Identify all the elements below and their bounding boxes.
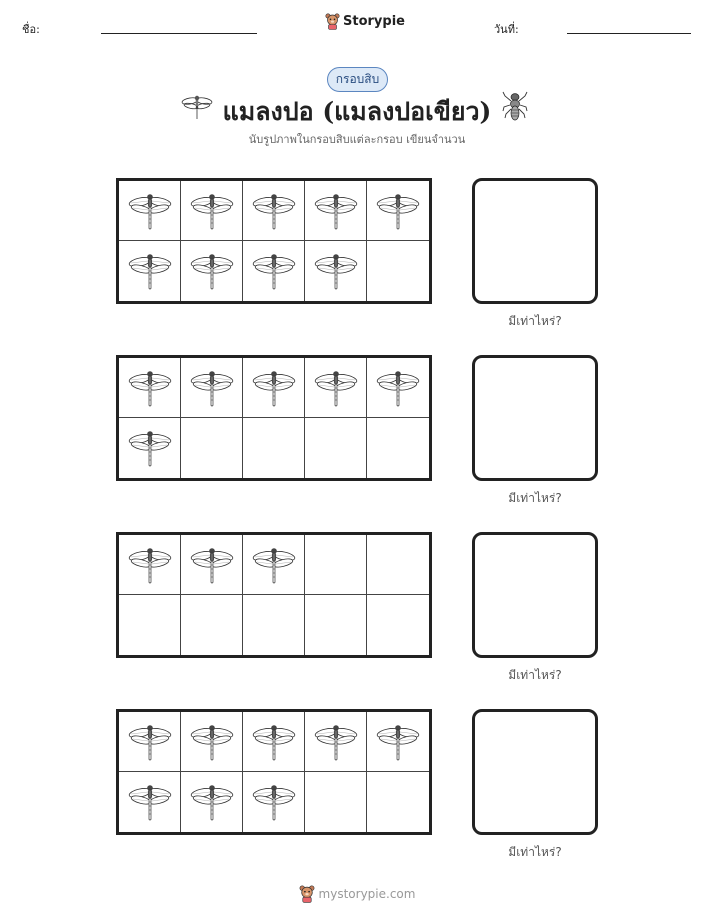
frame-cell xyxy=(305,595,367,655)
frame-cell xyxy=(367,535,429,595)
frame-cell xyxy=(119,358,181,418)
nymph-icon xyxy=(502,90,528,122)
ten-frame-4 xyxy=(116,709,432,835)
answer-box-4[interactable] xyxy=(472,709,598,835)
dragonfly-icon xyxy=(313,722,359,762)
brand-logo xyxy=(325,13,405,30)
page-title: แมลงปอ (แมลงปอเขียว) xyxy=(222,97,492,126)
frame-cell xyxy=(181,772,243,832)
frame-cell xyxy=(181,241,243,301)
answer-box-2[interactable] xyxy=(472,355,598,481)
frame-cell xyxy=(243,595,305,655)
frame-cell xyxy=(181,418,243,478)
frame-cell xyxy=(181,712,243,772)
frame-cell xyxy=(119,241,181,301)
ten-frame-2 xyxy=(116,355,432,481)
frame-cell xyxy=(367,418,429,478)
answer-prompt-2: มีเท่าไหร่? xyxy=(508,491,562,505)
frame-cell xyxy=(305,241,367,301)
dragonfly-icon xyxy=(127,428,173,468)
frame-cell xyxy=(181,358,243,418)
dragonfly-icon xyxy=(251,191,297,231)
instructions: นับรูปภาพในกรอบสิบแต่ละกรอบ เขียนจำนวน xyxy=(248,133,466,146)
dragonfly-icon xyxy=(251,782,297,822)
dragonfly-icon xyxy=(127,368,173,408)
dragonfly-icon xyxy=(313,191,359,231)
frame-cell xyxy=(243,418,305,478)
frame-cell xyxy=(181,535,243,595)
name-line[interactable] xyxy=(101,33,257,34)
dragonfly-icon xyxy=(375,191,421,231)
dragonfly-icon xyxy=(189,722,235,762)
frame-cell xyxy=(243,181,305,241)
footer xyxy=(0,885,714,903)
dragonfly-icon xyxy=(189,545,235,585)
ten-frame-1 xyxy=(116,178,432,304)
frame-cell xyxy=(367,181,429,241)
answer-prompt-3: มีเท่าไหร่? xyxy=(508,668,562,682)
frame-cell xyxy=(367,358,429,418)
name-label: ชื่อ: xyxy=(22,23,40,36)
dragonfly-icon xyxy=(127,782,173,822)
frame-cell xyxy=(119,418,181,478)
frame-cell xyxy=(305,535,367,595)
frame-cell xyxy=(305,358,367,418)
dragonfly-icon xyxy=(251,251,297,291)
answer-box-1[interactable] xyxy=(472,178,598,304)
frame-cell xyxy=(181,595,243,655)
bear-mascot-icon xyxy=(299,885,315,903)
frame-cell xyxy=(367,241,429,301)
dragonfly-icon xyxy=(127,722,173,762)
dragonfly-icon xyxy=(189,191,235,231)
frame-cell xyxy=(119,535,181,595)
frame-cell xyxy=(119,772,181,832)
dragonfly-icon xyxy=(189,782,235,822)
dragonfly-icon xyxy=(251,722,297,762)
frame-cell xyxy=(305,712,367,772)
dragonfly-icon xyxy=(313,368,359,408)
dragonfly-icon xyxy=(251,368,297,408)
frame-cell xyxy=(367,712,429,772)
frame-cell xyxy=(305,181,367,241)
bear-mascot-icon xyxy=(325,13,340,30)
frame-cell xyxy=(367,595,429,655)
answer-prompt-1: มีเท่าไหร่? xyxy=(508,314,562,328)
dragonfly-icon xyxy=(127,545,173,585)
answer-box-3[interactable] xyxy=(472,532,598,658)
answer-prompt-4: มีเท่าไหร่? xyxy=(508,845,562,859)
date-line[interactable] xyxy=(567,33,691,34)
worksheet-type-badge: กรอบสิบ xyxy=(327,67,388,92)
frame-cell xyxy=(243,241,305,301)
dragonfly-icon xyxy=(375,368,421,408)
brand-name: Storypie xyxy=(343,14,405,29)
date-label: วันที่: xyxy=(494,23,519,36)
dragonfly-icon xyxy=(127,191,173,231)
frame-cell xyxy=(243,712,305,772)
dragonfly-icon xyxy=(189,368,235,408)
frame-cell xyxy=(243,535,305,595)
frame-cell xyxy=(181,181,243,241)
dragonfly-icon xyxy=(251,545,297,585)
dragonfly-icon xyxy=(313,251,359,291)
ten-frame-3 xyxy=(116,532,432,658)
frame-cell xyxy=(243,772,305,832)
dragonfly-icon xyxy=(189,251,235,291)
frame-cell xyxy=(367,772,429,832)
frame-cell xyxy=(119,595,181,655)
frame-cell xyxy=(119,181,181,241)
frame-cell xyxy=(119,712,181,772)
footer-url[interactable]: mystorypie.com xyxy=(318,887,416,901)
dragonfly-icon xyxy=(127,251,173,291)
frame-cell xyxy=(305,772,367,832)
dragonfly-icon xyxy=(375,722,421,762)
frame-cell xyxy=(305,418,367,478)
frame-cell xyxy=(243,358,305,418)
